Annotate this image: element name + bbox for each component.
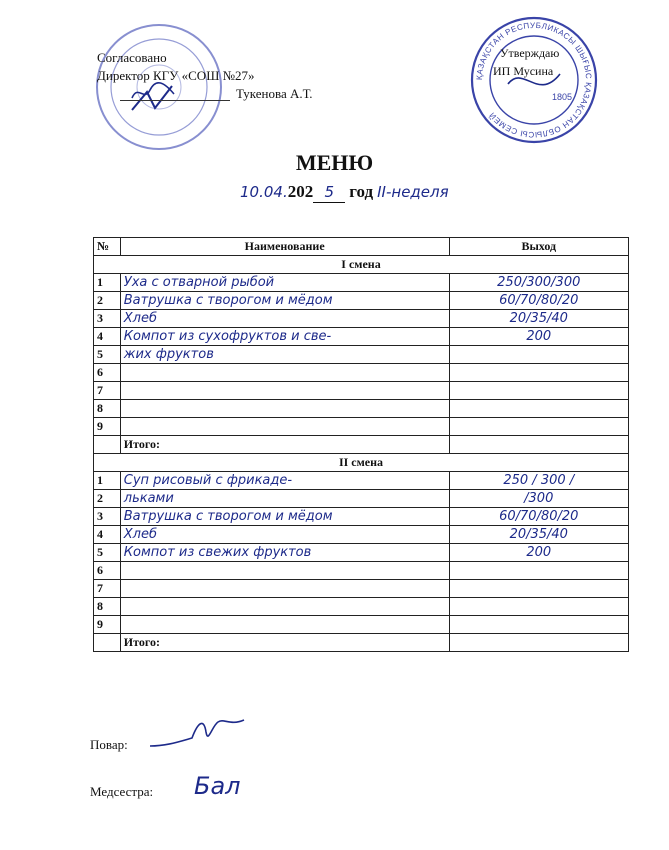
nurse-signature: Бал (194, 772, 241, 800)
table-row (94, 292, 629, 310)
table-row (94, 310, 629, 328)
row-output (449, 616, 628, 634)
table-row (94, 580, 629, 598)
row-number: 9 (94, 418, 121, 436)
row-dish-name (120, 418, 449, 436)
row-dish-name: Компот из свежих фруктов (120, 544, 449, 562)
approval-right-line2: ИП Мусина (493, 64, 554, 78)
row-dish-name (120, 580, 449, 598)
row-output: 200 (449, 328, 628, 346)
table-row (94, 382, 629, 400)
row-output (449, 400, 628, 418)
row-number: 3 (94, 310, 121, 328)
row-number: 5 (94, 544, 121, 562)
row-dish-name: льками (120, 490, 449, 508)
date-year-blank (313, 183, 345, 203)
row-number: 4 (94, 328, 121, 346)
row-dish-name: Суп рисовый с фрикаде- (120, 472, 449, 490)
date-line (240, 182, 449, 203)
row-number: 5 (94, 346, 121, 364)
row-output (449, 364, 628, 382)
row-output: 20/35/40 (449, 526, 628, 544)
shift2-total-label: Итого: (120, 634, 449, 652)
shift1-total-label: Итого: (120, 436, 449, 454)
approval-left-name: Тукенова А.Т. (236, 86, 313, 101)
row-output: 60/70/80/20 (449, 508, 628, 526)
shift1-total-row (94, 436, 629, 454)
shift2-body (94, 472, 629, 634)
stamp-right (468, 14, 600, 146)
row-number: 3 (94, 508, 121, 526)
stamp-year: 1805 (552, 92, 573, 102)
table-row (94, 418, 629, 436)
svg-text:ҚАЗАҚСТАН РЕСПУБЛИКАСЫ ШЫҒЫС Қ (475, 21, 593, 139)
row-dish-name: Ватрушка с творогом и мёдом (120, 508, 449, 526)
shift1-label: I смена (94, 256, 629, 274)
row-number: 1 (94, 472, 121, 490)
row-output (449, 346, 628, 364)
row-number: 2 (94, 292, 121, 310)
row-dish-name (120, 364, 449, 382)
row-number: 8 (94, 598, 121, 616)
row-number: 1 (94, 274, 121, 292)
row-dish-name (120, 562, 449, 580)
header-output: Выход (449, 238, 628, 256)
shift2-label: II смена (94, 454, 629, 472)
row-number: 7 (94, 382, 121, 400)
table-row (94, 508, 629, 526)
shift2-row (94, 454, 629, 472)
table-row (94, 328, 629, 346)
nurse-label: Медсестра: (90, 784, 154, 799)
row-dish-name: Компот из сухофруктов и све- (120, 328, 449, 346)
row-number: 8 (94, 400, 121, 418)
row-dish-name (120, 382, 449, 400)
row-number: 6 (94, 562, 121, 580)
row-number: 9 (94, 616, 121, 634)
table-row (94, 544, 629, 562)
header-num: № (94, 238, 121, 256)
table-row (94, 364, 629, 382)
date-year-digit: 5 (324, 183, 334, 201)
row-dish-name: жих фруктов (120, 346, 449, 364)
row-output (449, 418, 628, 436)
table-row (94, 616, 629, 634)
date-year-prefix: 202 (287, 182, 314, 201)
shift1-body (94, 274, 629, 436)
approval-left-line2: Директор КГУ «СОШ №27» (97, 68, 255, 83)
row-output: 20/35/40 (449, 310, 628, 328)
row-number: 4 (94, 526, 121, 544)
approval-left-signature (130, 80, 180, 104)
row-dish-name: Хлеб (120, 526, 449, 544)
row-dish-name (120, 598, 449, 616)
date-week-handwritten: II-неделя (377, 183, 449, 201)
row-dish-name: Хлеб (120, 310, 449, 328)
row-dish-name (120, 400, 449, 418)
table-row (94, 472, 629, 490)
row-number: 2 (94, 490, 121, 508)
approval-right-line1: Утверждаю (500, 46, 560, 60)
table-row (94, 562, 629, 580)
shift1-row (94, 256, 629, 274)
date-day-handwritten: 10.04. (240, 183, 288, 201)
row-dish-name: Ватрушка с творогом и мёдом (120, 292, 449, 310)
header-name: Наименование (120, 238, 449, 256)
row-output (449, 598, 628, 616)
row-output (449, 580, 628, 598)
table-row (94, 274, 629, 292)
row-output (449, 562, 628, 580)
row-output: 200 (449, 544, 628, 562)
cook-signature (148, 712, 248, 756)
row-output: 60/70/80/20 (449, 292, 628, 310)
table-row (94, 490, 629, 508)
row-dish-name: Уха с отварной рыбой (120, 274, 449, 292)
row-output: /300 (449, 490, 628, 508)
table-row (94, 346, 629, 364)
table-header-row (94, 238, 629, 256)
row-output: 250/300/300 (449, 274, 628, 292)
stamp-ring-text: ҚАЗАҚСТАН РЕСПУБЛИКАСЫ ШЫҒЫС ҚАЗАҚСТАН ОБЛЫСЫ СЕМЕЙ (474, 20, 594, 140)
cook-label: Повар: (90, 737, 128, 752)
row-dish-name (120, 616, 449, 634)
row-output (449, 382, 628, 400)
date-year-word: год (349, 182, 374, 201)
row-number: 7 (94, 580, 121, 598)
row-number: 6 (94, 364, 121, 382)
approval-left-line1: Согласовано (97, 50, 167, 65)
page-title: МЕНЮ (295, 150, 374, 175)
table-row (94, 526, 629, 544)
table-row (94, 598, 629, 616)
shift2-total-row (94, 634, 629, 652)
row-output: 250 / 300 / (449, 472, 628, 490)
table-row (94, 400, 629, 418)
menu-table (93, 237, 629, 652)
